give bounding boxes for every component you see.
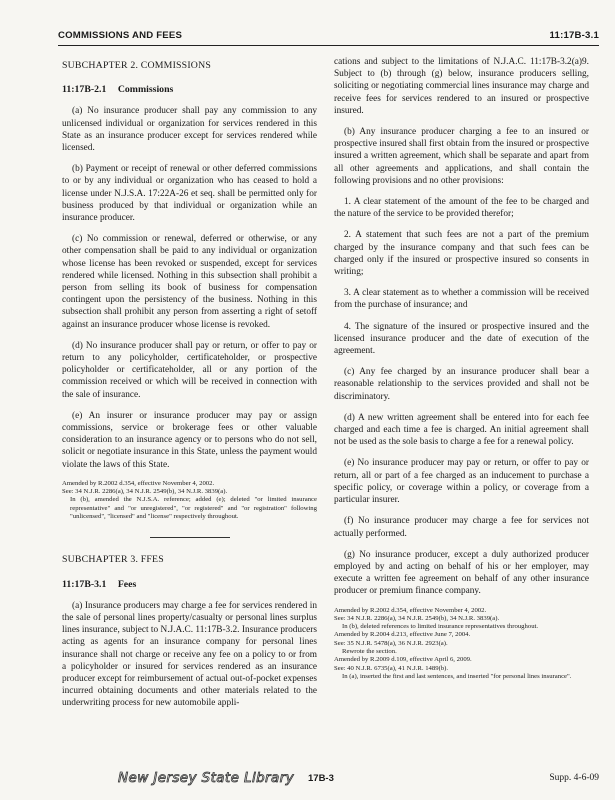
section-divider [150,537,230,538]
paragraph-3-1-b: (b) Any insurance producer charging a fee to an insured or prospective insured shall first obtain from the insured or prospective insured a written agreement, which shall be separate and apart from all other agreements and applications, and shall contain the following provisions and no other provisions: [334,127,589,186]
page-footer [0,770,615,790]
list-item-3: 3. A clear statement as to whether a commission will be received from the purchase of insurance; and [334,288,589,311]
paragraph-3-1-e: (e) No insurance producer may pay or return, or offer to pay or return, all or part of a fee charged as an inducement to purchase a specific policy, or coverage within a policy, or coverage from a particular insurer. [334,458,589,506]
library-watermark: New Jersey State Library [118,770,295,786]
history-line: In (b), amended the N.J.S.A. reference; added (e); deleted "or limited insurance representative" and "or unregistered", "or registered" and "or registration" following "unlicensed", "licensed" and "license" respectively throughout. [70,496,317,521]
history-line: Amended by R.2002 d.354, effective November 4, 2002. [62,479,215,487]
left-column [62,60,317,719]
list-item-2: 2. A statement that such fees are not a part of the premium charged by the insurance company and that such fees can be charged only if the insured or prospective insured so consents in writing; [334,230,589,278]
history-note-3-1 [334,607,589,682]
paragraph-3-1-a-continued: cations and subject to the limitations of N.J.A.C. 11:17B-3.2(a)9. Subject to (b) through (g) below, insurance producers selling, soliciting or negotiating commercial lines insurance may charge and receive fees for services rendered to an insured or prospective insured. [334,57,589,116]
subchapter-2-heading: SUBCHAPTER 2. COMMISSIONS [62,60,211,71]
paragraph-2-1-b: (b) Payment or receipt of renewal or other deferred commissions to or by any individual or organization who has ceased to hold a license under N.J.S.A. 17:22A-26 et seq. shall be permitted only for business produced by that individual or organization while an insurance producer. [62,164,317,224]
header-section-ref: 11:17B-3.1 [549,30,599,41]
paragraph-3-1-d: (d) A new written agreement shall be entered into for each fee charged and each time a fee is charged. An initial agreement shall not be used as the sole basis to charge a fee for a renewal policy. [334,412,589,448]
history-line: In (a), inserted the first and last sentences, and inserted "for personal lines insurance". [342,672,572,680]
section-2-1-number: 11:17B-2.1 [62,84,107,96]
paragraph-2-1-c: (c) No commission or renewal, deferred or otherwise, or any other compensation shall be paid to any individual or organization whose license has been revoked or suspended, except for services rendered while licensed. Nothing in this subsection shall prohibit a person from selling its book of business for compensation contingent upon the persistency of the business. Nothing in this subsection shall prohibit any person from asserting a right of setoff against an insurance producer whose license is revoked. [62,234,317,330]
paragraph-3-1-g: (g) No insurance producer, except a duly authorized producer employed by and acting on behalf of his or her employer, may execute a written fee agreement on behalf of any other insurance producer or premium finance company. [334,549,589,597]
paragraph-2-1-a: (a) No insurance producer shall pay any commission to any unlicensed individual or organization for services rendered in this State as an insurance producer except for services rendered while licensed. [62,106,317,154]
section-2-1-title: Commissions [117,84,174,96]
history-line: In (b), deleted references to limited insurance representatives throughout. [342,623,539,631]
section-3-1-title: Fees [117,578,137,590]
paragraph-2-1-e: (e) An insurer or insurance producer may pay or assign commissions, service or brokerage fees or other valuable consideration to an insurance agency or to persons who do not sell, solicit or negotiate insurance in this State, unless the payment would violate the laws of this State. [62,410,317,470]
history-line: Rewrote the section. [342,648,397,655]
history-line: See: 40 N.J.R. 6735(a), 41 N.J.R. 1489(b). [334,664,449,672]
history-line: Amended by R.2004 d.213, effective June 7, 2004. [334,631,471,639]
list-item-4: 4. The signature of the insured or prospective insured and the licensed insurance producer and the date of execution of the agreement. [334,321,589,357]
page-number: 17B-3 [308,773,334,784]
paragraph-3-1-a: (a) Insurance producers may charge a fee for services rendered in the sale of personal lines property/casualty or personal lines surplus lines insurance, subject to N.J.A.C. 11:17B-3.2. Insurance producers acting as agents for an insurance company for personal lines insurance shall not charge or receive any fee on a policy to or from a policyholder or insured for services rendered as an insurance producer except for reimbursement of actual out-of-pocket expenses incurred obtaining documents and other materials related to the underwriting process for new automobile appli- [62,600,317,709]
section-3-1-number: 11:17B-3.1 [62,578,107,590]
history-line: See: 35 N.J.R. 5478(a), 36 N.J.R. 2923(a). [334,639,448,647]
running-header [58,30,599,41]
header-title: COMMISSIONS AND FEES [58,30,183,41]
paragraph-3-1-f: (f) No insurance producer may charge a fee for services not actually performed. [334,516,589,539]
right-column [334,56,589,681]
history-line: Amended by R.2009 d.109, effective April 6, 2009. [334,656,472,664]
history-line: Amended by R.2002 d.354, effective November 4, 2002. [334,606,487,614]
subchapter-3-heading: SUBCHAPTER 3. FFES [62,554,164,566]
history-line: See: 34 N.J.R. 2286(a), 34 N.J.R. 2549(b), 34 N.J.R. 3839(a). [334,614,500,622]
paragraph-2-1-d: (d) No insurance producer shall pay or return, or offer to pay or return to any policyholder, certificateholder, or prospective policyholder or certificateholder, all or any portion of the commission received or which will be received in connection with the sale of insurance. [62,340,317,400]
section-3-1-heading [62,579,317,591]
paragraph-3-1-c: (c) Any fee charged by an insurance producer shall bear a reasonable relationship to the services provided and shall not be discriminatory. [334,367,589,402]
history-line: See: 34 N.J.R. 2286(a), 34 N.J.R. 2549(b), 34 N.J.R. 3839(a). [62,488,228,496]
list-item-1: 1. A clear statement of the amount of the fee to be charged and the nature of the service to be provided therefor; [334,197,589,220]
header-rule [58,45,599,46]
section-2-1-heading [62,84,317,96]
history-note-2-1 [62,480,317,521]
supplement-date: Supp. 4-6-09 [549,773,599,783]
